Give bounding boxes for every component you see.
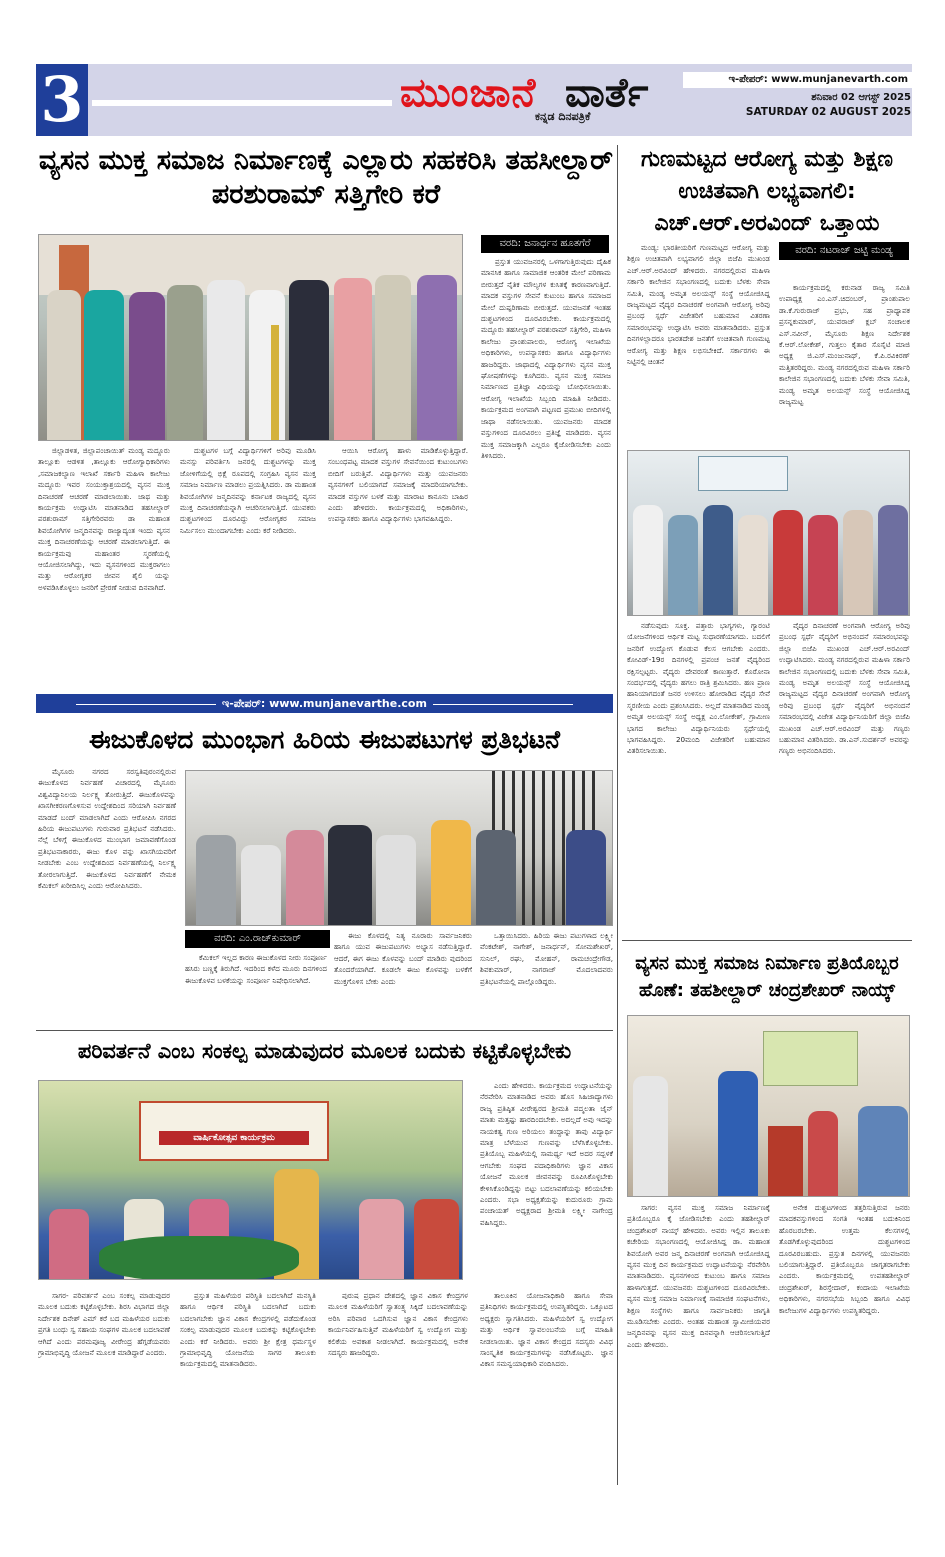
article5-text-col1: ಸಾಗರ: ವ್ಯಸನ ಮುಕ್ತ ಸಮಾಜ ನಿರ್ಮಾಣಕ್ಕೆ ಪ್ರತಿಯೊಬ್ಬರೂ ಕೈ ಜೋಡಿಸಬೇಕು ಎಂದು ತಹಶೀಲ್ದಾರ್ ಚಂದ್ರಶೇಖರ್ ನಾಯ್ಕ್ ಹೇಳಿದರು. ಅವರು ಇಲ್ಲಿನ ತಾಲೂಕು ಕಚೇರಿಯ ಸಭಾಂಗಣದಲ್ಲಿ ಆಯೋಜಿಸಿದ್ದ ಡಾ. ಮಹಾಂತ ಶಿವಯೋಗಿ ಅವರ ಜನ್ಮ ದಿನಾಚರಣೆ ಅಂಗವಾಗಿ ಆಯೋಜಿಸಿದ್ದ ವ್ಯಸನ ಮುಕ್ತ ದಿನ ಕಾರ್ಯಕ್ರಮದ ಉದ್ಘಾಟನೆಯನ್ನು ನೆರವೇರಿಸಿ ಮಾತನಾಡಿದರು. ವ್ಯಸನಗಳಿಂದ ಕುಟುಂಬ ಹಾಗೂ ಸಮಾಜ ಹಾಳಾಗುತ್ತದೆ. ಯುವಜನರು ದುಶ್ಚಟಗಳಿಂದ ದೂರವಿರಬೇಕು. ವ್ಯಸನ ಮುಕ್ತ ಸಮಾಜ ನಿರ್ಮಾಣಕ್ಕೆ ಸಾಮಾಜಿಕ ಸಂಘಟನೆಗಳು, ಶಿಕ್ಷಣ ಸಂಸ್ಥೆಗಳು ಹಾಗೂ ಸಾರ್ವಜನಿಕರು ಜಾಗೃತಿ ಮೂಡಿಸಬೇಕು ಎಂದರು. ಅಂತಹ ಮಹಾಂತ ಸ್ವಾಮೀಜಿಯವರ ಜನ್ಮದಿನವನ್ನು ವ್ಯಸನ ಮುಕ್ತ ದಿನವನ್ನಾಗಿ ಆಚರಿಸಲಾಗುತ್ತಿದೆ ಎಂದು ಹೇಳಿದರು. xyxy=(627,1203,770,1349)
article1-text-col1: ಜಿಲ್ಲಾಡಳಿತ, ಜಿಲ್ಲಾಪಂಚಾಯಿತ್ ಮಂಡ್ಯ ಮದ್ದೂರು ತಾಲ್ಲೂಕು ಆಡಳಿತ ,ತಾಲ್ಲೂಕು ಆರೋಗ್ಯಾಧಿಕಾರಿಗಳು ,ಸಮಾಜಕಲ್ಯಾಣ ಇಲಾಖೆ ಸರ್ಕಾರಿ ಮಹಿಳಾ ಕಾಲೇಜು ಮದ್ದೂರು ಇವರ ಸಂಯುಕ್ತಾಶ್ರಯದಲ್ಲಿ ವ್ಯಸನ ಮುಕ್ತ ದಿನಾಚರಣೆ ಆಚರಣೆ ಮಾಡಲಾಯಿತು. ಜಾಥ ಮತ್ತು ಕಾರ್ಯಕ್ರಮ ಉದ್ಘಾಟಿಸಿ ಮಾತನಾಡಿದ ತಹಸೀಲ್ದಾರ್ ಪರಶುರಾಮ್ ಸತ್ತಿಗೇರಿರವರು ಡಾ ಮಹಾಂತ ಶಿವಯೋಗಿಗಳ ಜನ್ಮದಿನವನ್ನು ರಾಜ್ಯಾದ್ಯಂತ ಇಂದು ವ್ಯಸನ ಮುಕ್ತ ದಿನಾಚರಣೆಯನ್ನು ಆಚರಣೆ ಮಾಡಲಾಗುತ್ತಿದೆ. ಈ ಕಾರ್ಯಕ್ರಮವು ಮಹಾಂತರ ಸ್ಮರಣೆಯಲ್ಲಿ ಆಯೋಜಿಸಲಾಗಿದ್ದು, ಇದು ವ್ಯಸನಗಳಿಂದ ಮುಕ್ತರಾಗಲು ಮತ್ತು ಆರೋಗ್ಯಕರ ಜೀವನ ಶೈಲಿ ಯನ್ನು ಅಳವಡಿಸಿಕೊಳ್ಳಲು ಜನರಿಗೆ ಪ್ರೇರಣೆ ನೀಡುವ ದಿನವಾಗಿದೆ. xyxy=(38,446,170,592)
epaper-url[interactable]: ಇ-ಪೇಪರ್: www.munjanevarth.com xyxy=(683,72,912,88)
article1-photo xyxy=(38,234,463,441)
article2-text-col1: ಮೈಸೂರು ನಗರದ ಸರಸ್ವತಿಪುರಂನಲ್ಲಿರುವ ಈಜುಕೊಳದ ನಿರ್ವಹಣೆ ವಿಚಾರದಲ್ಲಿ ಮೈಸೂರು ವಿಶ್ವವಿದ್ಯಾನಿಲಯ ನಿರ್ಲಕ್ಷ್ಯ ತೋರುತ್ತಿದೆ. ಈಜುಕೊಳವನ್ನು ಖಾಸಗೀಕರಣಗೊಳಿಸುವ ಉದ್ದೇಶದಿಂದ ಸರಿಯಾಗಿ ನಿರ್ವಹಣೆ ಮಾಡದೆ ಬಂದ್ ಮಾಡಲಾಗಿದೆ ಎಂದು ಆರೋಪಿಸಿ ನಗರದ ಹಿರಿಯ ಈಜುಪಟುಗಳು ಗುರುವಾರ ಪ್ರತಿಭಟನೆ ನಡೆಸಿದರು. ನೆಲ್ಲೆ ಬೆಳಿಗ್ಗೆ ಈಜುಕೊಳದ ಮುಂಭಾಗ ಜಮಾವಣೆಗೊಂಡ ಪ್ರತಿಭಟನಾಕಾರರು, ಈಜು ಕೊಳ ವನ್ನು ಖಾಸಗಿಯವರಿಗೆ ನೀಡಬೇಕು ಎಂಬ ಉದ್ದೇಶದಿಂದ ನಿರ್ವಹಣೆಯಲ್ಲಿ ನಿರ್ಲಕ್ಷ್ಯ ತೋರಲಾಗುತ್ತಿದೆ. ಈಜುಕೊಳದ ನಿರ್ವಹಣೆಗೆ ನೇಮಕ ಕೆಮಿಕಲ್ ಖರೀದಿಸಿಲ್ಲ ಎಂದು ಆರೋಪಿಸಿದರು. xyxy=(38,767,176,891)
logo-munjane: ಮುಂಜಾನೆ xyxy=(400,70,537,116)
article3-photo xyxy=(38,1080,463,1280)
article4-headline: ಗುಣಮಟ್ಟದ ಆರೋಗ್ಯ ಮತ್ತು ಶಿಕ್ಷಣ ಉಚಿತವಾಗಿ ಲಭ್ಯವಾಗಲಿ: ಎಚ್.ಆರ್.ಅರವಿಂದ್ ಒತ್ತಾಯ xyxy=(641,147,893,236)
epaper-banner[interactable] xyxy=(36,694,613,713)
article2-text-col2: ಕೆಮಿಕಲ್ ಇಲ್ಲದ ಕಾರಣ ಈಜುಕೊಳದ ನೀರು ಸಂಪೂರ್ಣ ಹಸಿರು ಬಣ್ಣಕ್ಕೆ ತಿರುಗಿದೆ. ಇದರಿಂದ ಕಳೆದ ಮೂರು ದಿನಗಳಿಂದ ಈಜುಕೊಳವ ಬಳಕೆಯನ್ನು ಸಂಪೂರ್ಣ ನಿಷೇಧಿಸಲಾಗಿದೆ. xyxy=(185,953,327,985)
article1-text-col2: ದುಶ್ಚಟಗಳ ಬಗ್ಗೆ ವಿದ್ಯಾರ್ಥಿಗಳಿಗೆ ಅರಿವು ಮೂಡಿಸಿ ಮನಸ್ಸು ಪರಿವರ್ತಿಸಿ ಜನರಲ್ಲಿ ದುಶ್ಚಟಗಳನ್ನು ಮುಕ್ತ ಜೋಳಿಗೆಯಲ್ಲಿ ಭಿಕ್ಷೆ ರೂಪದಲ್ಲಿ ಸಂಗ್ರಹಿಸಿ ವ್ಯಸನ ಮುಕ್ತ ಸಮಾಜ ನಿರ್ಮಾಣ ಮಾಡಲು ಪ್ರಯತ್ನಿಸಿದರು. ಡಾ ಮಹಾಂತ ಶಿವಯೋಗಿಗಳ ಜನ್ಮದಿನವನ್ನು ಕರ್ನಾಟಕ ರಾಜ್ಯದಲ್ಲಿ ವ್ಯಸನ ಮುಕ್ತ ದಿನಾಚರಣೆಯನ್ನಾಗಿ ಆಚರಿಸಲಾಗುತ್ತಿದೆ. ಯುವಕರು ದುಶ್ಚಟಗಳಿಂದ ದೂರವಿದ್ದು ಆರೋಗ್ಯಕರ ಸಮಾಜ ನಿರ್ಮಿಸಲು ಮುಂದಾಗಬೇಕು ಎಂದು ಕರೆ ನೀಡಿದರು. xyxy=(180,446,316,535)
article2-text-col3: ಈಜು ಕೊಳದಲ್ಲಿ ನಿತ್ಯ ನೂರಾರು ಸಾರ್ವಜನಿಕರು ಹಾಗೂ ಯುವ ಈಜುಪಟುಗಳು ಅಭ್ಯಾಸ ನಡೆಸುತ್ತಿದ್ದಾರೆ. ಆದರೆ, ಈಗ ಈಜು ಕೊಳವನ್ನು ಬಂದ್ ಮಾಡಿರು ವುದರಿಂದ ತೊಂದರೆಯಾಗಿದೆ. ಕೂಡಲೇ ಈಜು ಕೊಳವನ್ನು ಬಳಕೆಗೆ ಮುಕ್ತಗೊಳಿಸ ಬೇಕು ಎಂದು xyxy=(334,931,472,986)
article1-headline: ವ್ಯಸನ ಮುಕ್ತ ಸಮಾಜ ನಿರ್ಮಾಣಕ್ಕೆ ಎಲ್ಲಾರು ಸಹಕರಿಸಿ ತಹಸೀಲ್ದಾರ್ ಪರಶುರಾಮ್ ಸತ್ತಿಗೇರಿ ಕರೆ xyxy=(38,145,614,210)
article5-text-col2: ಅನೇಕ ದುಶ್ಚಟಗಳಿಂದ ತತ್ತರಿಸುತ್ತಿರುವ ಜನರು ಮಾದಕವಸ್ತುಗಳಿಂದ ಸಂಗತಿ ಇಂತಹ ಬದುಕಿನಿಂದ ಹೊರಬರಬೇಕು. ಉತ್ತಮ ಕೆಲಸಗಳಲ್ಲಿ ತೊಡಗಿಕೊಳ್ಳುವುದರಿಂದ ದುಶ್ಚಟಗಳಿಂದ ದೂರವಿರಬಹುದು. ಪ್ರಸ್ತುತ ದಿನಗಳಲ್ಲಿ ಯುವಜನರು ಬಲಿಯಾಗುತ್ತಿದ್ದಾರೆ. ಪ್ರತಿಯೊಬ್ಬರೂ ಜಾಗೃತರಾಗಬೇಕು ಎಂದರು. ಕಾರ್ಯಕ್ರಮದಲ್ಲಿ ಉಪತಹಶೀಲ್ದಾರ್ ಚಂದ್ರಶೇಖರ್, ಶಿರಸ್ತೇದಾರ್, ಕಂದಾಯ ಇಲಾಖೆಯ ಅಧಿಕಾರಿಗಳು, ನಗರಸಭೆಯ ಸಿಬ್ಬಂದಿ ಹಾಗೂ ವಿವಿಧ ಕಾಲೇಜುಗಳ ವಿದ್ಯಾರ್ಥಿಗಳು ಉಪಸ್ಥಿತರಿದ್ದರು. xyxy=(779,1203,910,1315)
article4-text-col4: ವೈದ್ಯರ ದಿನಾಚರಣೆ ಅಂಗವಾಗಿ ಆರೋಗ್ಯ ಅರಿವು ಪ್ರಬಂಧ ಸ್ಪರ್ಧೆ ವೈದ್ಯರಿಗೆ ಅಭಿನಂದನೆ ಸಮಾರಂಭವನ್ನು ಜಿಲ್ಲಾ ಬಿಜೆಪಿ ಮುಖಂಡ ಎಚ್.ಆರ್.ಅರವಿಂದ್ ಉದ್ಘಾಟಿಸಿದರು. ಮಂಡ್ಯ ನಗರದಲ್ಲಿರುವ ಮಹಿಳಾ ಸರ್ಕಾರಿ ಕಾಲೇಜಿನ ಸಭಾಂಗಣದಲ್ಲಿ ಬದುಕು ಬೆಳಕು ಸೇವಾ ಸಮಿತಿ, ಮಂಡ್ಯ ಅಮೃತ ಅಲಯನ್ಸ್ ಸಂಸ್ಥೆ ಆಯೋಜಿಸಿದ್ದ ರಾಜ್ಯಮಟ್ಟದ ವೈದ್ಯರ ದಿನಾಚರಣೆ ಅಂಗವಾಗಿ ಆರೋಗ್ಯ ಅರಿವು ಪ್ರಬಂಧ ಸ್ಪರ್ಧೆ ವೈದ್ಯರಿಗೆ ಅಭಿನಂದನೆ ಸಮಾರಂಭದಲ್ಲಿ ವಿಜೇತ ವಿದ್ಯಾರ್ಥಿನಿಯರಿಗೆ ಜಿಲ್ಲಾ ಬಿಜೆಪಿ ಮುಖಂಡ ಎಚ್.ಆರ್.ಅರವಿಂದ್ ಮತ್ತು ಗಣ್ಯರು ಬಹುಮಾನ ವಿತರಿಸಿದರು. ಡಾ.ಎನ್.ಸುದರ್ಶನ್ ಅವರನ್ನು ಗಣ್ಯರು ಅಭಿನಂದಿಸಿದರು. xyxy=(779,621,910,756)
banner-text: ವಾರ್ಷಿಕೋತ್ಸವ ಕಾರ್ಯಕ್ರಮ xyxy=(159,1131,309,1145)
masthead-divider xyxy=(92,100,392,106)
tagline: ಕನ್ನಡ ದಿನಪತ್ರಿಕೆ xyxy=(535,110,591,123)
article1-text-col3: ಆಯಿಸಿ ಆರೋಗ್ಯ ಹಾಳು ಮಾಡಿಕೊಳ್ಳುತ್ತಿದ್ದಾರೆ. ಸಂಬಂಧಪಟ್ಟ ಮಾದಕ ವಸ್ತುಗಳ ಸೇವನೆಯಿಂದ ಕುಟುಂಬಗಳು ಬೀದಿಗೆ ಬರುತ್ತಿವೆ. ವಿದ್ಯಾರ್ಥಿಗಳು ಮತ್ತು ಯುವಜನರು ವ್ಯಸನಗಳಿಗೆ ಬಲಿಯಾಗದೆ ಸಮಾಜಕ್ಕೆ ಮಾದರಿಯಾಗಬೇಕು. ಮಾದಕ ವಸ್ತುಗಳ ಬಳಕೆ ಮತ್ತು ಮಾರಾಟ ಕಾನೂನು ಬಾಹಿರ ಎಂದು ಹೇಳಿದರು. ಕಾರ್ಯಕ್ರಮದಲ್ಲಿ ಅಧಿಕಾರಿಗಳು, ಉಪನ್ಯಾಸಕರು ಹಾಗೂ ವಿದ್ಯಾರ್ಥಿಗಳು ಭಾಗವಹಿಸಿದ್ದರು. xyxy=(328,446,468,524)
article3-text-col4: ತಾಲೂಕಿನ ಯೋಜನಾಧಿಕಾರಿ ಹಾಗೂ ಸೇವಾ ಪ್ರತಿನಿಧಿಗಳು ಕಾರ್ಯಕ್ರಮದಲ್ಲಿ ಉಪಸ್ಥಿತರಿದ್ದರು. ಒಕ್ಕೂಟದ ಅಧ್ಯಕ್ಷರು ಸ್ವಾಗತಿಸಿದರು. ಮಹಿಳೆಯರಿಗೆ ಸ್ವ ಉದ್ಯೋಗ ಮತ್ತು ಆರ್ಥಿಕ ಸ್ವಾವಲಂಬನೆಯ ಬಗ್ಗೆ ಮಾಹಿತಿ ನೀಡಲಾಯಿತು. ಜ್ಞಾನ ವಿಕಾಸ ಕೇಂದ್ರದ ಸದಸ್ಯರು ವಿವಿಧ ಸಾಂಸ್ಕೃತಿಕ ಕಾರ್ಯಕ್ರಮಗಳನ್ನು ನಡೆಸಿಕೊಟ್ಟರು. ಜ್ಞಾನ ವಿಕಾಸ ಸಮನ್ವಯಾಧಿಕಾರಿ ವಂದಿಸಿದರು. xyxy=(480,1291,613,1369)
article2-photo xyxy=(185,770,613,926)
article1-byline: ವರದಿ: ಜನಾರ್ಧನ ಹೂತಗೆರೆ xyxy=(481,235,609,253)
article4-text-col2: ಕಾರ್ಯಕ್ರಮದಲ್ಲಿ ಕರುನಾಡ ರಾಜ್ಯ ಸಮಿತಿ ಉಪಾಧ್ಯಕ್ಷ ಎಂ.ಎಸ್.ಚಿದಂಬರ್, ಪ್ರಾಂಶುಪಾಲ ಡಾ.ಕೆ.ಗುರುರಾಜ್ ಪ್ರಭು, ಸಹ ಪ್ರಾಧ್ಯಾಪಕ ಪ್ರಸನ್ನಕುಮಾರ್, ಯುವರಾಜ್ ಕ್ಲಬ್ ಸಂಚಾಲಕ ಎಸ್.ನವೀನ್, ಮೈಸೂರು ಶಿಕ್ಷಣ ನಿರ್ದೇಶಕ ಕೆ.ಆರ್.ಲೋಕೇಶ್, ಗುತ್ತಲು ಕೈತಾರ ಸೊಸೈಟಿ ಮಾಜಿ ಅಧ್ಯಕ್ಷ ಜಿ.ಎಸ್.ಮಂಜುನಾಥ್, ಕೆ.ಪಿ.ರವಿಕಿರಣ್ ಮತ್ತಿತರರಿದ್ದರು. ಮಂಡ್ಯ ನಗರದಲ್ಲಿರುವ ಮಹಿಳಾ ಸರ್ಕಾರಿ ಕಾಲೇಜಿನ ಸಭಾಂಗಣದಲ್ಲಿ ಬದುಕು ಬೆಳಕು ಸೇವಾ ಸಮಿತಿ, ಮಂಡ್ಯ ಅಮೃತ ಅಲಯನ್ಸ್ ಸಂಸ್ಥೆ ಆಯೋಜಿಸಿದ್ದ ರಾಜ್ಯಮಟ್ಟ xyxy=(779,283,910,407)
article4-text-col3: ನಡೆಸುವುದು ಸೂಕ್ತ. ಪತ್ತಾರು ಭಾಗ್ಯಗಳು, ಗ್ಯಾರಂಟಿ ಯೋಜನೆಗಳಿಂದ ಆರ್ಥಿಕ ಮಟ್ಟ ಸುಧಾರಣೆಯಾಗದು. ಬದಲಿಗೆ ಜನರಿಗೆ ಉದ್ಯೋಗ ಕೊಡುವ ಕೆಲಸ ಆಗಬೇಕು ಎಂದರು. ಕೋವಿಡ್-19ರ ದಿನಗಳಲ್ಲಿ ಪ್ರಪಂಚ ಜನತೆ ವೈದ್ಯರಿಂದ ರಕ್ಷಿಸಲ್ಪಟ್ಟರು. ವೈದ್ಯರು ದೇವರಂತೆ ಕಾಣುತ್ತಾರೆ. ಕೊರೋನಾ ಸಂದರ್ಭದಲ್ಲಿ ವೈದ್ಯರು ಹಗಲು ರಾತ್ರಿ ಶ್ರಮಿಸಿದರು. ಹಣ ಪ್ರಾಣ ಹಾನಿಯಾಗದಂತೆ ಜನರ ಉಳಿಸಲು ಹೋರಾಡಿದ ವೈದ್ಯರ ಸೇವೆ ಸ್ಮರಣೀಯ ಎಂದು ಪ್ರಶಂಸಿಸಿದರು. ಅಲ್ಲದೆ ಮಾತನಾಡಿದ ಮಂಡ್ಯ ಅಮೃತ ಅಲಯನ್ಸ್ ಸಂಸ್ಥೆ ಅಧ್ಯಕ್ಷ ಎಂ.ಲೋಕೇಶ್, ಗ್ರಾಮೀಣ ಭಾಗದ ಕಾಲೇಜು ವಿದ್ಯಾರ್ಥಿನಿಯರು ಸ್ಪರ್ಧೆಯಲ್ಲಿ ಭಾಗವಹಿಸಿದ್ದರು. 20ಮಂದಿ ವಿಜೇತರಿಗೆ ಬಹುಮಾನ ವಿತರಿಸಲಾಯಿತು. xyxy=(627,621,770,756)
date-english: SATURDAY 02 AUGUST 2025 xyxy=(745,106,911,118)
article2-byline: ವರದಿ: ಎಂ.ರಾಜ್‌ಕುಮಾರ್ xyxy=(185,930,330,948)
article2-text-col4: ಒತ್ತಾಯಿಸಿದರು. ಹಿರಿಯ ಈಜು ಪಟುಗಳಾದ ಲಕ್ಷ್ಮೀ ವೆಂಕಟೇಶ್, ನಾಗೇಶ್, ಜನಾರ್ಧನ್, ಸೋಮಶೇಖರ್, ಸುನಿಲ್, ರಘು, ಮೋಹನ್, ರಾಮಚಂದ್ರೇಗೌಡ, ಶಿವಕುಮಾರ್, ನಾಗರಾಜ್ ಮೊದಲಾದವರು ಪ್ರತಿಭಟನೆಯಲ್ಲಿ ಪಾಲ್ಗೊಂಡಿದ್ದರು. xyxy=(480,931,613,986)
column-divider xyxy=(617,145,618,1485)
article4-byline: ವರದಿ: ನಟರಾಜ್ ಜಟ್ಟಿ ಮಂಡ್ಯ xyxy=(779,242,909,260)
article1-text-col4: ಪ್ರಸ್ತುತ ಯುವಜನರಲ್ಲಿ ಒಳಗಾಗುತ್ತಿರುವುದು ದೈಹಿಕ ಮಾನಸಿಕ ಹಾಗೂ ಸಾಮಾಜಿಕ ಆಂತರಿಕ ಮೇಲೆ ಪರಿಣಾಮ ಬೀರುತ್ತದೆ ನೈತಿಕ ಮೌಲ್ಯಗಳ ಕುಸಿತಕ್ಕೆ ಕಾರಣವಾಗುತ್ತಿದೆ. ಮಾದಕ ವಸ್ತುಗಳ ಸೇವನೆ ಕುಟುಂಬ ಹಾಗೂ ಸಮಾಜದ ಮೇಲೆ ದುಷ್ಪರಿಣಾಮ ಬೀರುತ್ತದೆ. ಯುವಜನತೆ ಇಂತಹ ದುಶ್ಚಟಗಳಿಂದ ದೂರವಿರಬೇಕು. ಕಾರ್ಯಕ್ರಮದಲ್ಲಿ ಮದ್ದೂರು ತಹಸೀಲ್ದಾರ್ ಪರಶುರಾಮ್ ಸತ್ತಿಗೇರಿ, ಮಹಿಳಾ ಕಾಲೇಜು ಪ್ರಾಂಶುಪಾಲರು, ಆರೋಗ್ಯ ಇಲಾಖೆಯ ಅಧಿಕಾರಿಗಳು, ಉಪನ್ಯಾಸಕರು ಹಾಗೂ ವಿದ್ಯಾರ್ಥಿಗಳು ಹಾಜರಿದ್ದರು. ಜಾಥಾದಲ್ಲಿ ವಿದ್ಯಾರ್ಥಿಗಳು ವ್ಯಸನ ಮುಕ್ತ ಘೋಷಣೆಗಳನ್ನು ಕೂಗಿದರು. ವ್ಯಸನ ಮುಕ್ತ ಸಮಾಜ ನಿರ್ಮಾಣದ ಪ್ರತಿಜ್ಞಾ ವಿಧಿಯನ್ನು ಬೋಧಿಸಲಾಯಿತು. ಆರೋಗ್ಯ ಇಲಾಖೆಯ ಸಿಬ್ಬಂದಿ ಮಾಹಿತಿ ನೀಡಿದರು. ಕಾರ್ಯಕ್ರಮದ ಅಂಗವಾಗಿ ಪಟ್ಟಣದ ಪ್ರಮುಖ ಬೀದಿಗಳಲ್ಲಿ ಜಾಥಾ ನಡೆಸಲಾಯಿತು. ಯುವಜನರು ಮಾದಕ ವಸ್ತುಗಳಿಂದ ದೂರವಿರಲು ಪ್ರತಿಜ್ಞೆ ಮಾಡಿದರು. ವ್ಯಸನ ಮುಕ್ತ ಸಮಾಜಕ್ಕಾಗಿ ಎಲ್ಲರೂ ಕೈಜೋಡಿಸಬೇಕು ಎಂದು ತಿಳಿಸಿದರು. xyxy=(481,257,611,460)
article3-headline: ಪರಿವರ್ತನೆ ಎಂಬ ಸಂಕಲ್ಪ ಮಾಡುವುದರ ಮೂಲಕ ಬದುಕು ಕಟ್ಟಿಕೊಳ್ಳಬೇಕು xyxy=(77,1039,572,1063)
article4-photo xyxy=(627,450,910,616)
article2-headline: ಈಜುಕೊಳದ ಮುಂಭಾಗ ಹಿರಿಯ ಈಜುಪಟುಗಳ ಪ್ರತಿಭಟನೆ xyxy=(88,725,561,754)
article3-text-col3: ಪುರುಷ ಪ್ರಧಾನ ದೇಶದಲ್ಲಿ ಜ್ಞಾನ ವಿಕಾಸ ಕೇಂದ್ರಗಳ ಮೂಲಕ ಮಹಿಳೆಯರಿಗೆ ಸ್ವಾತಂತ್ರ್ಯ ಸಿಕ್ಕಿದೆ ಬದಲಾವಣೆಯನ್ನು ಅರಿಸಿ ಪರಿವಾರ ಒದಗಿಸುವ ಜ್ಞಾನ ವಿಕಾಸ ಕೇಂದ್ರಗಳು ಕಾರ್ಯನಿರ್ವಹಿಸುತ್ತಿವೆ ಮಹಿಳೆಯರಿಗೆ ಸ್ವ ಉದ್ಯೋಗ ಮತ್ತು ಕಲಿಕೆಯ ಅವಕಾಶ ನೀಡಲಾಗಿದೆ. ಕಾರ್ಯಕ್ರಮದಲ್ಲಿ ಅನೇಕ ಸದಸ್ಯರು ಹಾಜರಿದ್ದರು. xyxy=(328,1291,468,1358)
article3-text-right: ಎಂದು ಹೇಳಿದರು. ಕಾರ್ಯಕ್ರಮದ ಉದ್ಘಾಟನೆಯನ್ನು ನೆರವೇರಿಸಿ ಮಾತನಾಡಿದ ಅವರು ಹೊಸ ಸಿಹಿಜಾದ್ಯಾಗಳು ರಾಜ್ಯ ಪ್ರತಿಷ್ಠಿತ ವೀರೇಶ್ವರದ ಶ್ರೀಮತಿ ಪದ್ಮಲತಾ ಜೈನ್ ಮಾತು ಮತ್ತಷ್ಟು ಹಾರದಿಂದಬೇಕು. ಅದಲ್ಲದೆ ಅವು ಇದನ್ನು ನಾಯಕತ್ವ ಗುಣ ಅರಿಯಲು ತಂದ್ದಾನ್ನು ತಾವು ವಿದ್ಯಾರ್ಥಿ ಮಾತ್ರ ಬೆಳೆಯುವ ಗುಣವನ್ನು ಬೆಳೆಸಿಕೊಳ್ಳಬೇಕು. ಪ್ರತಿಯೊಬ್ಬ ಮಹಿಳೆಯಲ್ಲಿ ಸಾಮರ್ಥ್ಯ ಇದೆ ಅದರ ಸದ್ಬಳಕೆ ಆಗಬೇಕು ಸಂಘದ ಪದಾಧಿಕಾರಿಗಳು ಜ್ಞಾನ ವಿಕಾಸ ಯೋಜನೆ ಮೂಲಕ ಜೀವನವನ್ನು ರೂಪಿಸಿಕೊಳ್ಳಬೇಕು ಕೇಳಿಸಿಕೊಂಡಿದ್ದನ್ನು ಬಿಟ್ಟು ಬದಲಾವಣೆಯನ್ನು ಕಲಿಯಬೇಕು ಎಂದರು. ಸಭಾ ಅಧ್ಯಕ್ಷತೆಯನ್ನು ಕುದುರೂರು ಗ್ರಾಮ ಪಂಚಾಯತ್ ಅಧ್ಯಕ್ಷರಾದ ಶ್ರೀಮತಿ ಲಕ್ಷ್ಮೀ ನಾಗೇಂದ್ರ ವಹಿಸಿದ್ದರು. xyxy=(480,1081,613,1227)
article3-text-col2: ಪ್ರಸ್ತುತ ಮಹಿಳೆಯರ ಪರಿಸ್ಥಿತಿ ಬದಲಾಗಿದೆ ಮನಸ್ಥಿತಿ ಹಾಗೂ ಆರ್ಥಿಕ ಪರಿಸ್ಥಿತಿ ಬದಲಾಗಿದೆ ಬದುಕು ಬದಲಾಗಬೇಕು ಜ್ಞಾನ ವಿಕಾಸ ಕೇಂದ್ರಗಳಲ್ಲಿ ಪಡೆದುಕೊಂಡ ಸಂಕಲ್ಪ ಮಾಡುವುದರ ಮೂಲಕ ಬದುಕನ್ನು ಕಟ್ಟಿಕೊಳ್ಳಬೇಕು ಎಂದು ಕರೆ ನೀಡಿದರು. ಅವರು ಶ್ರೀ ಕ್ಷೇತ್ರ ಧರ್ಮಸ್ಥಳ ಗ್ರಾಮಾಭಿವೃದ್ಧಿ ಯೋಜನೆಯ ಸಾಗರ ತಾಲೂಕು ಕಾರ್ಯಕ್ರಮದಲ್ಲಿ ಮಾತನಾಡಿದರು. xyxy=(180,1291,316,1369)
section-divider xyxy=(36,1030,613,1031)
article5-headline: ವ್ಯಸನ ಮುಕ್ತ ಸಮಾಜ ನಿರ್ಮಾಣ ಪ್ರತಿಯೊಬ್ಬರ ಹೊಣೆ: ತಹಶೀಲ್ದಾರ್ ಚಂದ್ರಶೇಖರ್ ನಾಯ್ಕ್ xyxy=(635,953,899,1001)
article4-text-col1: ಮಂಡ್ಯ: ಭಾರತೀಯರಿಗೆ ಗುಣಮಟ್ಟದ ಆರೋಗ್ಯ ಮತ್ತು ಶಿಕ್ಷಣ ಉಚಿತವಾಗಿ ಲಭ್ಯವಾಗಲಿ ಜಿಲ್ಲಾ ಬಿಜೆಪಿ ಮುಖಂಡ ಎಚ್.ಆರ್.ಅರವಿಂದ್ ಹೇಳಿದರು. ನಗರದಲ್ಲಿರುವ ಮಹಿಳಾ ಸರ್ಕಾರಿ ಕಾಲೇಜಿನ ಸಭಾಂಗಣದಲ್ಲಿ ಬದುಕು ಬೆಳಕು ಸೇವಾ ಸಮಿತಿ, ಮಂಡ್ಯ ಅಮೃತ ಅಲಯನ್ಸ್ ಸಂಸ್ಥೆ ಆಯೋಜಿಸಿದ್ದ ರಾಜ್ಯಮಟ್ಟದ ವೈದ್ಯರ ದಿನಾಚರಣೆ ಅಂಗವಾಗಿ ಆರೋಗ್ಯ ಅರಿವು ಪ್ರಬಂಧ ಸ್ಪರ್ಧೆ ವಿಜೇತರಿಗೆ ಬಹುಮಾನ ವಿತರಣಾ ಸಮಾರಂಭವನ್ನು ಉದ್ಘಾಟಿಸಿ ಅವರು ಮಾತನಾಡಿದರು. ಪ್ರಸ್ತುತ ದಿನಗಳಲ್ಲಾದರೂ ಭಾರತದೇಶ ಜನತೆಗೆ ಉಚಿತವಾಗಿ ಗುಣಮಟ್ಟ ಆರೋಗ್ಯ ಮತ್ತು ಶಿಕ್ಷಣ ಲಭಿಸಬೇಕಿದೆ. ಸರ್ಕಾರಗಳು ಈ ನಿಟ್ಟಿನಲ್ಲಿ ಚಿಂತನೆ xyxy=(627,243,770,367)
epaper-banner-text: ಇ-ಪೇಪರ್: www.munjanevarthe.com xyxy=(222,697,427,710)
date-kannada: ಶನಿವಾರ 02 ಆಗಸ್ಟ್ 2025 xyxy=(811,92,911,103)
article5-photo xyxy=(627,1015,910,1197)
article3-text-col1: ಸಾಗರ- ಪರಿವರ್ತನೆ ಎಂಬ ಸಂಕಲ್ಪ ಮಾಡುವುದರ ಮೂಲಕ ಬದುಕು ಕಟ್ಟಿಕೊಳ್ಳಬೇಕು. ಶಿರಸಿ ವಿಭಾಗದ ಜಿಲ್ಲಾ ನಿರ್ದೇಶಕ ದಿನೇಶ್ ಎಮ್ ಕರೆ ಬದ ಮಹಿಳೆಯರ ಬದುಕು ಪ್ರಗತಿ ಬಂಧು ಸ್ವ ಸಹಾಯ ಸಂಘಗಳ ಮೂಲಕ ಬದಲಾವಣೆ ಆಗಿದೆ ಎಂದು ಪರಮಪೂಜ್ಯ ವೀರೇಂದ್ರ ಹೆಗ್ಗಡೆಯವರು ಗ್ರಾಮಾಭಿವೃದ್ಧಿ ಯೋಜನೆ ಮೂಲಕ ಮಾಡಿದ್ದಾರೆ ಎಂದರು. xyxy=(38,1291,170,1358)
page-number: 3 xyxy=(36,64,88,136)
section-divider xyxy=(622,940,912,941)
logo-varthe: ವಾರ್ತೆ xyxy=(565,70,649,116)
